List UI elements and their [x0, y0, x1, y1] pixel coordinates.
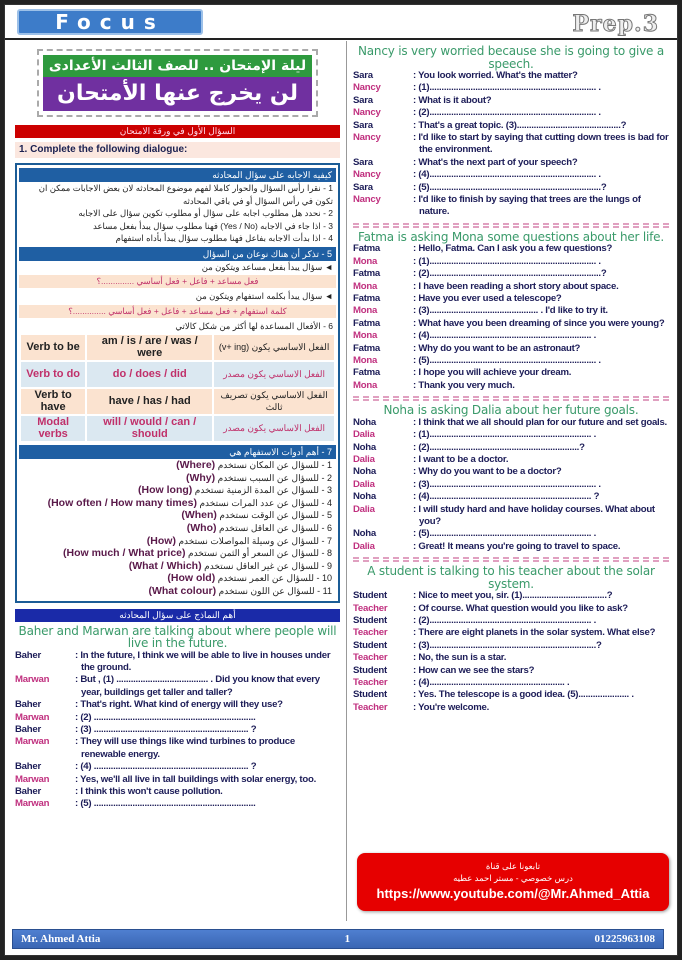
speaker-name: Fatma [353, 342, 381, 354]
verb-rule: الفعل الاساسي يكون تصريف ثالث [214, 389, 334, 414]
guide-step: 1 - نقرا رأس السؤال والحوار كاملا لفهم موضوع المحادثه لان بعض الاجابات ممكن ان تكون في رأس السؤال أو في باقي المحادثه [38, 183, 333, 206]
question-word-item [19, 497, 336, 510]
question-words-list [19, 459, 336, 598]
verb-rule: الفعل الاساسي يكون مصدر [214, 416, 334, 441]
dialogue-text: : I have been reading a short story about space. [413, 280, 619, 292]
dialogue-line [353, 677, 669, 689]
speaker-name: Teacher [353, 677, 388, 689]
type-1-label: ◄ سؤال يبدأ بفعل مساعد ويتكون من [201, 261, 333, 272]
dialogue-title: A student is talking to his teacher about the solar system. [367, 564, 655, 591]
dialogue-line [15, 674, 340, 699]
dialogue-student-teacher [353, 565, 669, 714]
dialogue-text: : Yes. The telescope is a good idea. (5)..................... . [413, 689, 634, 701]
verb-name: Verb to be [21, 335, 85, 360]
dialogue-line [353, 590, 669, 602]
speaker-name: Baher [15, 649, 41, 661]
auxiliary-verbs-table [19, 333, 336, 443]
question-word: (Why) [185, 471, 216, 484]
dialogue-line [353, 466, 669, 478]
dialogue-line [353, 318, 669, 330]
dialogue-line [353, 479, 669, 491]
question-word-item [19, 547, 336, 560]
dialogue-line [353, 343, 669, 355]
dialogue-title: Nancy is very worried because she is going to give a speech. [357, 44, 664, 71]
speaker-name: Marwan [15, 711, 50, 723]
dialogue-baher-marwan [15, 625, 340, 811]
dialogue-text: : How can we see the stars? [413, 664, 535, 676]
dialogue-text: : (5).......................................................................? [413, 181, 607, 193]
speaker-name: Mona [353, 355, 378, 367]
dialogue-line [353, 429, 669, 441]
dialogue-text: : Of course. What question would you like to ask? [413, 602, 628, 614]
question-word-usage: 6 - للسؤال عن العاقل نستخدم [219, 522, 332, 533]
section-bar: السؤال الأول في ورقة الامتحان [15, 125, 340, 138]
dialogue-line [353, 442, 669, 454]
dialogue-text: : You're welcome. [413, 701, 490, 713]
verb-name: Verb to have [21, 389, 85, 414]
dialogue-text: : I will study hard and have holiday courses. What about you? [413, 503, 655, 527]
dialogue-line [353, 305, 669, 317]
verb-name: Verb to do [21, 362, 85, 387]
dialogue-text: : Hello, Fatma. Can I ask you a few questions? [413, 243, 613, 255]
question-word-usage: 2 - للسؤال عن السبب نستخدم [217, 472, 332, 483]
dialogue-text: : (3)............................................. . I'd like to try it. [413, 305, 608, 317]
speaker-name: Student [353, 639, 387, 651]
dialogue-text: : Nice to meet you, sir. (1)...................................? [413, 590, 613, 602]
dialogue-text: : Great! It means you're going to travel to space. [413, 540, 621, 552]
question-word-usage: 7 - للسؤال عن وسيلة المواصلات نستخدم [178, 535, 332, 546]
dialogue-text: : I want to be a doctor. [413, 453, 509, 465]
question-word: (Who) [186, 521, 217, 534]
dialogue-text: : What have you been dreaming of since you were young? [413, 317, 665, 329]
question-word: (How often / How many times) [47, 496, 197, 509]
left-column [15, 45, 340, 811]
speaker-name: Nancy [353, 132, 381, 144]
speaker-name: Dalia [353, 453, 375, 465]
question-word: (When) [181, 509, 217, 522]
dialogue-noha-dalia [353, 404, 669, 553]
speaker-name: Fatma [353, 243, 381, 255]
dialogue-line [15, 699, 340, 711]
question-title: 1. Complete the following dialogue: [15, 142, 340, 158]
speaker-name: Marwan [15, 736, 50, 748]
dialogue-line [353, 293, 669, 305]
question-word: (How much / What price) [62, 547, 186, 560]
dialogue-line [353, 132, 669, 157]
verb-row [21, 362, 334, 387]
speaker-name: Dalia [353, 429, 375, 441]
youtube-promo [357, 853, 669, 911]
dialogue-line [353, 454, 669, 466]
dialogue-line [353, 603, 669, 615]
dialogue-line [353, 194, 669, 219]
dialogue-text: : (1)..................................................................... . [413, 82, 601, 94]
speaker-name: Noha [353, 491, 376, 503]
speaker-name: Baher [15, 699, 41, 711]
dialogue-line [353, 256, 669, 268]
speaker-name: Sara [353, 70, 373, 81]
footer-bar [12, 929, 664, 949]
dialogue-line [353, 330, 669, 342]
header-divider [5, 38, 677, 40]
dialogue-line [353, 243, 669, 255]
speaker-name: Student [353, 664, 387, 676]
dialogue-line [353, 491, 669, 503]
column-divider [346, 41, 347, 921]
dialogue-line [353, 157, 669, 169]
verb-forms: do / does / did [87, 362, 212, 387]
auxiliary-note: 6 - الأفعال المساعدة لها أكثر من شكل كالاتي [175, 320, 333, 331]
speaker-name: Marwan [15, 798, 50, 810]
dialogue-line [15, 650, 340, 675]
question-word: (What colour) [148, 584, 217, 597]
formula-2: كلمة استفهام + فعل مساعد + فاعل + فعل أساسي ..............؟ [19, 305, 336, 318]
speaker-name: Fatma [353, 293, 381, 304]
question-word-usage: 5 - للسؤال عن الوقت نستخدم [219, 510, 332, 521]
question-word: (How old) [167, 572, 216, 585]
dialogue-line [353, 380, 669, 392]
speaker-name: Teacher [353, 602, 388, 614]
dialogue-line [15, 736, 340, 761]
dialogue-text: : (2)..............................................................? [413, 441, 585, 453]
dialogue-text: : (3) ................................................................ ? [75, 723, 257, 735]
speaker-name: Dalia [353, 503, 375, 515]
speaker-name: Mona [353, 379, 378, 391]
dialogue-text: : (2)..................................................................... . [413, 107, 601, 119]
speaker-name: Mona [353, 330, 378, 342]
banner-line-1: ليلة الإمتحان .. للصف الثالث الأعدادى [43, 55, 312, 77]
guide-step: 2 - نحدد هل مطلوب اجابه على سؤال أو مطلوب تكوين سؤال على الاجابه [78, 208, 333, 218]
dialogue-line [353, 504, 669, 529]
dialogue-line [353, 528, 669, 540]
models-header: أهم النماذج على سؤال المحادثه [15, 609, 340, 622]
speaker-name: Nancy [353, 194, 381, 206]
question-word-item [19, 484, 336, 497]
page-number: 1 [344, 933, 351, 945]
speaker-name: Marwan [15, 773, 50, 785]
dialogue-line [15, 786, 340, 798]
speaker-name: Student [353, 615, 387, 627]
question-word-item [19, 560, 336, 573]
guide-box [15, 163, 340, 603]
speaker-name: Noha [353, 416, 376, 428]
question-word: (What / Which) [128, 559, 202, 572]
dialogue-line [15, 724, 340, 736]
dialogue-sara-nancy [353, 45, 669, 219]
speaker-name: Noha [353, 528, 376, 540]
separator [353, 396, 669, 401]
speaker-name: Sara [353, 119, 373, 131]
dialogue-text: : (1)..................................................................... . [413, 255, 601, 267]
verb-row [21, 389, 334, 414]
dialogue-line [353, 82, 669, 94]
dialogue-line [353, 665, 669, 677]
guide-step: 4 - اذا بدأت الاجابه بفاعل فهنا مطلوب سؤال يبدأ بأداه استفهام [115, 233, 333, 243]
dialogue-text: : But , (1) ...................................... . Did you know that every year, buildings get taller and taller? [75, 674, 320, 698]
dialogue-line [15, 761, 340, 773]
dialogue-text: : Yes, we'll all live in tall buildings with solar energy, too. [75, 773, 317, 785]
separator [353, 223, 669, 228]
dialogue-text: : (4)................................................................... ? [413, 491, 600, 503]
speaker-name: Dalia [353, 540, 375, 552]
dialogue-text: : I'd like to start by saying that cutting down trees is bad for the environment. [413, 132, 669, 156]
type-2-label: ◄ سؤال يبدأ بكلمه استفهام ويتكون من [195, 291, 333, 301]
dialogue-title: Noha is asking Dalia about her future goals. [383, 403, 639, 418]
dialogue-text: : (4)................................................................... . [413, 330, 597, 342]
verb-row [21, 335, 334, 360]
dialogue-text: : (5) ................................................................... [75, 798, 256, 810]
question-word-usage: 8 - للسؤال عن السعر أو الثمن نستخدم [188, 548, 332, 559]
dialogue-line [353, 169, 669, 181]
dialogue-text: : They will use things like wind turbines to produce renewable energy. [75, 736, 295, 760]
speaker-name: Fatma [353, 268, 381, 280]
dialogue-line [353, 541, 669, 553]
verb-rule: الفعل الاساسي يكون (v+ ing) [214, 335, 334, 360]
speaker-name: Marwan [15, 674, 50, 686]
worksheet-page [4, 4, 678, 956]
question-word-item [19, 572, 336, 585]
dialogue-line [15, 774, 340, 786]
guide-steps [19, 182, 336, 245]
dialogue-line [353, 367, 669, 379]
verb-forms: will / would / can / should [87, 416, 212, 441]
dialogue-text: : That's right. What kind of energy will they use? [75, 699, 283, 711]
dialogue-line [15, 798, 340, 810]
right-column [353, 45, 669, 714]
dialogue-text: : What's the next part of your speech? [413, 156, 578, 168]
promo-line-1: تابعونا على قناة [485, 861, 541, 871]
guide-step: 3 - اذا جاء في الاجابه (Yes / No) فهنا مطلوب سؤال يبدأ بفعل مساعد [92, 220, 333, 231]
dialogue-line [15, 712, 340, 724]
speaker-name: Nancy [353, 82, 381, 94]
speaker-name: Teacher [353, 701, 388, 713]
title-banner [37, 49, 318, 117]
dialogue-line [353, 615, 669, 627]
speaker-name: Teacher [353, 627, 388, 639]
youtube-link[interactable]: https://www.youtube.com/@Mr.Ahmed_Attia [376, 886, 650, 901]
dialogue-text: : (3)..................................................................... . [413, 478, 601, 490]
dialogue-text: : (2)................................................................... . [413, 615, 597, 627]
dialogue-text: : There are eight planets in the solar system. What else? [413, 627, 656, 639]
dialogue-fatma-mona [353, 231, 669, 392]
verb-row [21, 416, 334, 441]
dialogue-line [353, 640, 669, 652]
speaker-name: Baher [15, 786, 41, 797]
speaker-name: Dalia [353, 478, 375, 490]
question-word-usage: 9 - للسؤال عن غير العاقل نستخدم [204, 560, 332, 571]
dialogue-text: : (5)................................................................... . [413, 528, 597, 540]
footer-phone: 01225963108 [594, 933, 655, 945]
question-word-item [19, 472, 336, 485]
question-words-header: 7 - أهم أدوات الاستفهام هي [19, 445, 336, 459]
dialogue-text: : Why do you want to be an astronaut? [413, 342, 581, 354]
dialogue-text: : (4) ................................................................ ? [75, 761, 257, 773]
dialogue-line [353, 281, 669, 293]
speaker-name: Fatma [353, 367, 381, 379]
dialogue-text: : In the future, I think we will be able to live in houses under the ground. [75, 649, 331, 673]
question-word-usage: 3 - للسؤال عن المدة الزمنية نستخدم [194, 485, 332, 496]
dialogue-text: : Why do you want to be a doctor? [413, 466, 562, 478]
dialogue-text: : (5)..................................................................... . [413, 355, 601, 367]
question-word-item [19, 522, 336, 535]
dialogue-title: Baher and Marwan are talking about where people will live in the future. [18, 623, 337, 651]
question-word-usage: 11 - للسؤال عن اللون نستخدم [218, 585, 332, 596]
formula-1: فعل مساعد + فاعل + فعل أساسي ..............؟ [19, 275, 336, 288]
dialogue-text: : (2) ................................................................... [75, 711, 256, 723]
dialogue-text: : I hope you will achieve your dream. [413, 367, 572, 379]
focus-logo: Focus [17, 9, 203, 35]
question-word-item [19, 585, 336, 598]
dialogue-text: : (4)..................................................................... . [413, 169, 601, 181]
dialogue-text: : I think that we all should plan for our future and set goals. [413, 416, 667, 428]
dialogue-line [353, 689, 669, 701]
dialogue-text: : No, the sun is a star. [413, 652, 507, 664]
dialogue-text: : (1)................................................................... . [413, 429, 597, 441]
dialogue-text: : I'd like to finish by saying that trees are the lungs of nature. [413, 194, 641, 218]
question-word-usage: 1 - للسؤال عن المكان نستخدم [217, 460, 332, 470]
speaker-name: Baher [15, 723, 41, 735]
dialogue-line [353, 268, 669, 280]
dialogue-text: : Thank you very much. [413, 379, 515, 391]
speaker-name: Mona [353, 305, 378, 317]
question-word-item [19, 459, 336, 472]
speaker-name: Noha [353, 466, 376, 478]
dialogue-line [353, 355, 669, 367]
dialogue-text: : You look worried. What's the matter? [413, 70, 578, 81]
dialogue-text: : That's a great topic. (3)...........................................? [413, 119, 627, 131]
question-word: (How long) [138, 484, 193, 497]
speaker-name: Student [353, 689, 387, 701]
speaker-name: Noha [353, 441, 376, 453]
dialogue-line [353, 627, 669, 639]
dialogue-line [353, 107, 669, 119]
dialogue-text: : (3).....................................................................? [413, 639, 602, 651]
dialogue-text: : I think this won't cause pollution. [75, 786, 223, 797]
dialogue-text: : Have you ever used a telescope? [413, 293, 562, 304]
dialogue-line [353, 120, 669, 132]
separator [353, 557, 669, 562]
dialogue-text: : (4)........................................................ . [413, 677, 570, 689]
dialogue-line [353, 70, 669, 82]
guide-header: كيفيه الاجابه على سؤال المحادثه [19, 168, 336, 182]
speaker-name: Sara [353, 156, 373, 168]
dialogue-text: : (2).......................................................................? [413, 268, 607, 280]
question-types-header: 5 - تذكر أن هناك نوعان من السؤال [19, 247, 336, 261]
question-word: (Where) [176, 459, 216, 471]
question-word-item [19, 535, 336, 548]
speaker-name: Mona [353, 255, 378, 267]
question-word-usage: 10 - للسؤال عن العمر نستخدم [217, 573, 332, 584]
grade-label: Prep.3 [572, 11, 659, 37]
footer-author: Mr. Ahmed Attia [21, 933, 101, 945]
promo-line-2: درس خصوصي - مستر احمد عطيه [453, 873, 573, 883]
speaker-name: Baher [15, 761, 41, 773]
dialogue-line [353, 182, 669, 194]
speaker-name: Student [353, 590, 387, 602]
dialogue-line [353, 417, 669, 429]
verb-forms: am / is / are / was / were [87, 335, 212, 360]
verb-name: Modal verbs [21, 416, 85, 441]
dialogue-line [353, 702, 669, 714]
speaker-name: Nancy [353, 107, 381, 119]
speaker-name: Sara [353, 94, 373, 106]
dialogue-line [353, 652, 669, 664]
speaker-name: Fatma [353, 317, 381, 329]
dialogue-title: Fatma is asking Mona some questions about her life. [358, 229, 664, 244]
banner-line-2: لن يخرج عنها الأمتحان [43, 77, 312, 111]
question-word-item [19, 509, 336, 522]
speaker-name: Nancy [353, 169, 381, 181]
verb-forms: have / has / had [87, 389, 212, 414]
question-word: (How) [146, 534, 176, 547]
question-word-usage: 4 - للسؤال عن عدد المرات نستخدم [199, 497, 332, 508]
speaker-name: Mona [353, 280, 378, 292]
dialogue-text: : What is it about? [413, 94, 492, 106]
speaker-name: Sara [353, 181, 373, 193]
verb-rule: الفعل الاساسي يكون مصدر [214, 362, 334, 387]
dialogue-line [353, 95, 669, 107]
speaker-name: Teacher [353, 652, 388, 664]
